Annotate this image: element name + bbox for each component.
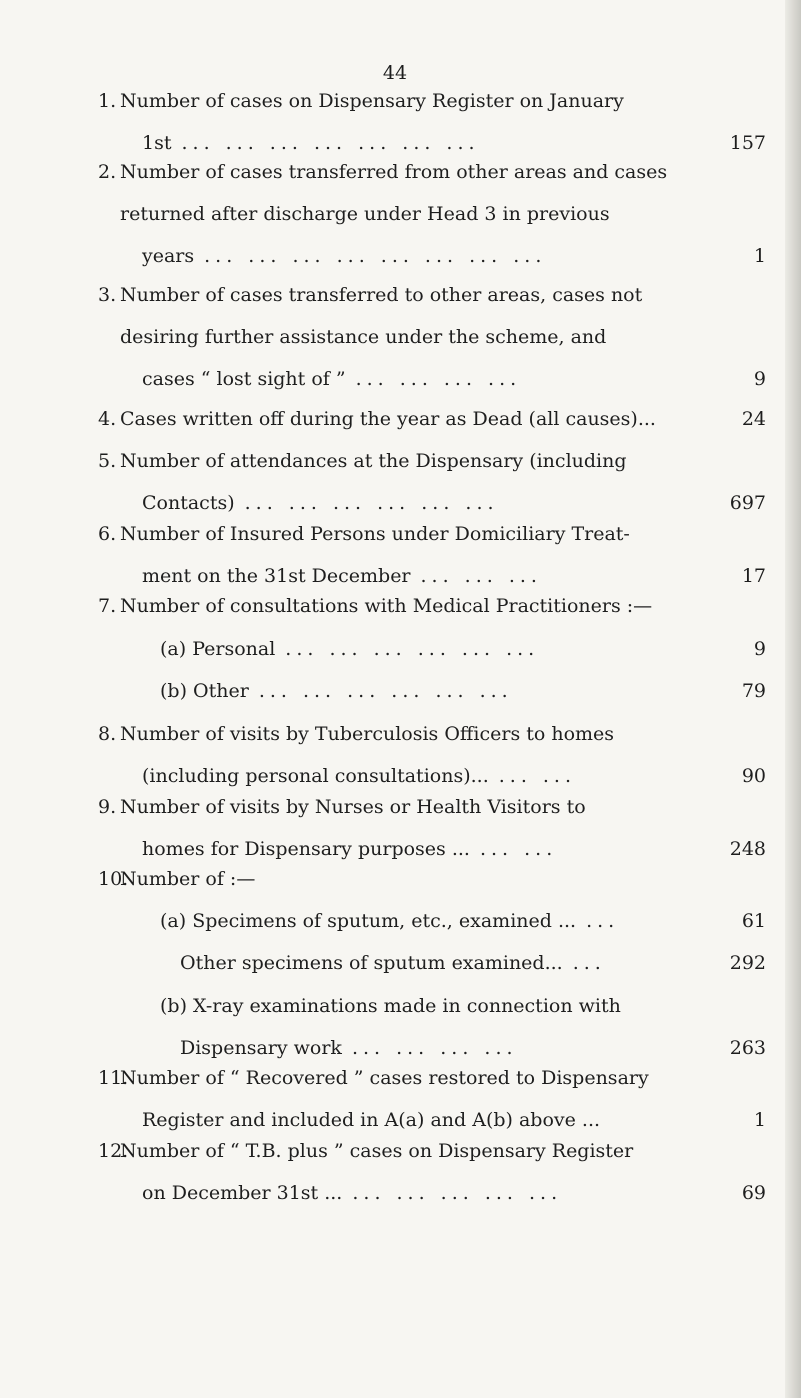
item-label: (b) Other: [160, 680, 249, 702]
item-value: 1: [753, 245, 766, 267]
item-text-line: Number of Insured Persons under Domiciliary Treat-: [120, 523, 630, 545]
item-text-line: desiring further assistance under the scheme, and: [120, 326, 607, 348]
item-number: 9.: [98, 796, 117, 818]
item-final-line: [120, 591, 708, 621]
item-label: (a) Personal: [160, 638, 276, 660]
dot-leader: ... ... ... ... ... ...: [285, 638, 540, 660]
item-text-line: Number of cases transferred to other areas, cases not: [120, 284, 643, 306]
item-label: 1st: [142, 132, 172, 154]
item-label: cases “ lost sight of ”: [142, 368, 346, 390]
item-label: Cases written off during the year as Dead (all causes)...: [120, 408, 656, 430]
item-final-line: [180, 1033, 708, 1063]
item-label: years: [142, 245, 195, 267]
item-number: 10.: [98, 868, 129, 890]
item-number: 2.: [98, 161, 117, 183]
item-value: 9: [753, 638, 766, 660]
item-value: 248: [729, 838, 766, 860]
item-label: homes for Dispensary purposes ...: [142, 838, 470, 860]
dot-leader: ... ...: [498, 765, 577, 787]
item-final-line: [142, 364, 708, 394]
item-final-line: [180, 948, 708, 978]
item-text-line: returned after discharge under Head 3 in previous: [120, 203, 610, 225]
item-label: Dispensary work: [180, 1037, 342, 1059]
page-number: 44: [382, 62, 408, 84]
dot-leader: ... ... ... ... ... ...: [258, 680, 513, 702]
item-text-line: Number of visits by Nurses or Health Visitors to: [120, 796, 586, 818]
item-label: Contacts): [142, 492, 235, 514]
item-label: on December 31st ...: [142, 1182, 343, 1204]
item-number: 3.: [98, 284, 117, 306]
item-value: 1: [753, 1109, 766, 1131]
item-text-line: (b) X-ray examinations made in connection with: [160, 995, 621, 1017]
item-label: Number of :—: [120, 868, 256, 890]
item-final-line: [142, 488, 708, 518]
item-value: 90: [741, 765, 766, 787]
dot-leader: ... ... ... ... ... ... ...: [181, 132, 480, 154]
item-value: 61: [741, 910, 766, 932]
item-final-line: [160, 906, 708, 936]
item-number: 12.: [98, 1140, 129, 1162]
item-value: 292: [729, 952, 766, 974]
dot-leader: ... ... ... ...: [355, 368, 522, 390]
item-final-line: [160, 676, 708, 706]
item-final-line: [142, 1105, 708, 1135]
item-final-line: [160, 634, 708, 664]
item-number: 1.: [98, 90, 117, 112]
item-number: 8.: [98, 723, 117, 745]
dot-leader: ... ... ... ...: [351, 1037, 518, 1059]
item-text-line: Number of “ T.B. plus ” cases on Dispensary Register: [120, 1140, 634, 1162]
dot-leader: ...: [586, 910, 620, 932]
dot-leader: ... ...: [479, 838, 558, 860]
dot-leader: ... ... ... ... ... ... ... ...: [204, 245, 547, 267]
item-number: 6.: [98, 523, 117, 545]
item-text-line: Number of “ Recovered ” cases restored to Dispensary: [120, 1067, 649, 1089]
item-final-line: [142, 561, 708, 591]
dot-leader: ... ... ... ... ... ...: [244, 492, 499, 514]
item-label: ment on the 31st December: [142, 565, 411, 587]
item-final-line: [120, 404, 708, 434]
item-number: 5.: [98, 450, 117, 472]
item-final-line: [142, 241, 708, 271]
item-value: 263: [729, 1037, 766, 1059]
item-final-line: [142, 128, 708, 158]
item-label: (a) Specimens of sputum, etc., examined ...: [160, 910, 577, 932]
item-text-line: Number of cases on Dispensary Register on January: [120, 90, 624, 112]
item-text-line: Number of cases transferred from other areas and cases: [120, 161, 668, 183]
item-value: 9: [753, 368, 766, 390]
item-label: Other specimens of sputum examined...: [180, 952, 563, 974]
item-value: 69: [741, 1182, 766, 1204]
item-text-line: Number of attendances at the Dispensary (including: [120, 450, 627, 472]
item-value: 24: [741, 408, 766, 430]
item-final-line: [142, 761, 708, 791]
dot-leader: ...: [572, 952, 606, 974]
item-text-line: Number of visits by Tuberculosis Officers to homes: [120, 723, 615, 745]
page-edge-shadow: [785, 0, 801, 1398]
item-final-line: [142, 1178, 708, 1208]
dot-leader: ... ... ... ... ...: [352, 1182, 563, 1204]
item-number: 11.: [98, 1067, 129, 1089]
item-value: 17: [741, 565, 766, 587]
item-label: Register and included in A(a) and A(b) above ...: [142, 1109, 601, 1131]
item-final-line: [142, 834, 708, 864]
item-number: 4.: [98, 408, 117, 430]
item-final-line: [120, 864, 708, 894]
item-number: 7.: [98, 595, 117, 617]
item-value: 697: [729, 492, 766, 514]
item-value: 157: [729, 132, 766, 154]
item-value: 79: [741, 680, 766, 702]
item-label: (including personal consultations)...: [142, 765, 489, 787]
dot-leader: ... ... ...: [420, 565, 542, 587]
item-label: Number of consultations with Medical Practitioners :—: [120, 595, 653, 617]
